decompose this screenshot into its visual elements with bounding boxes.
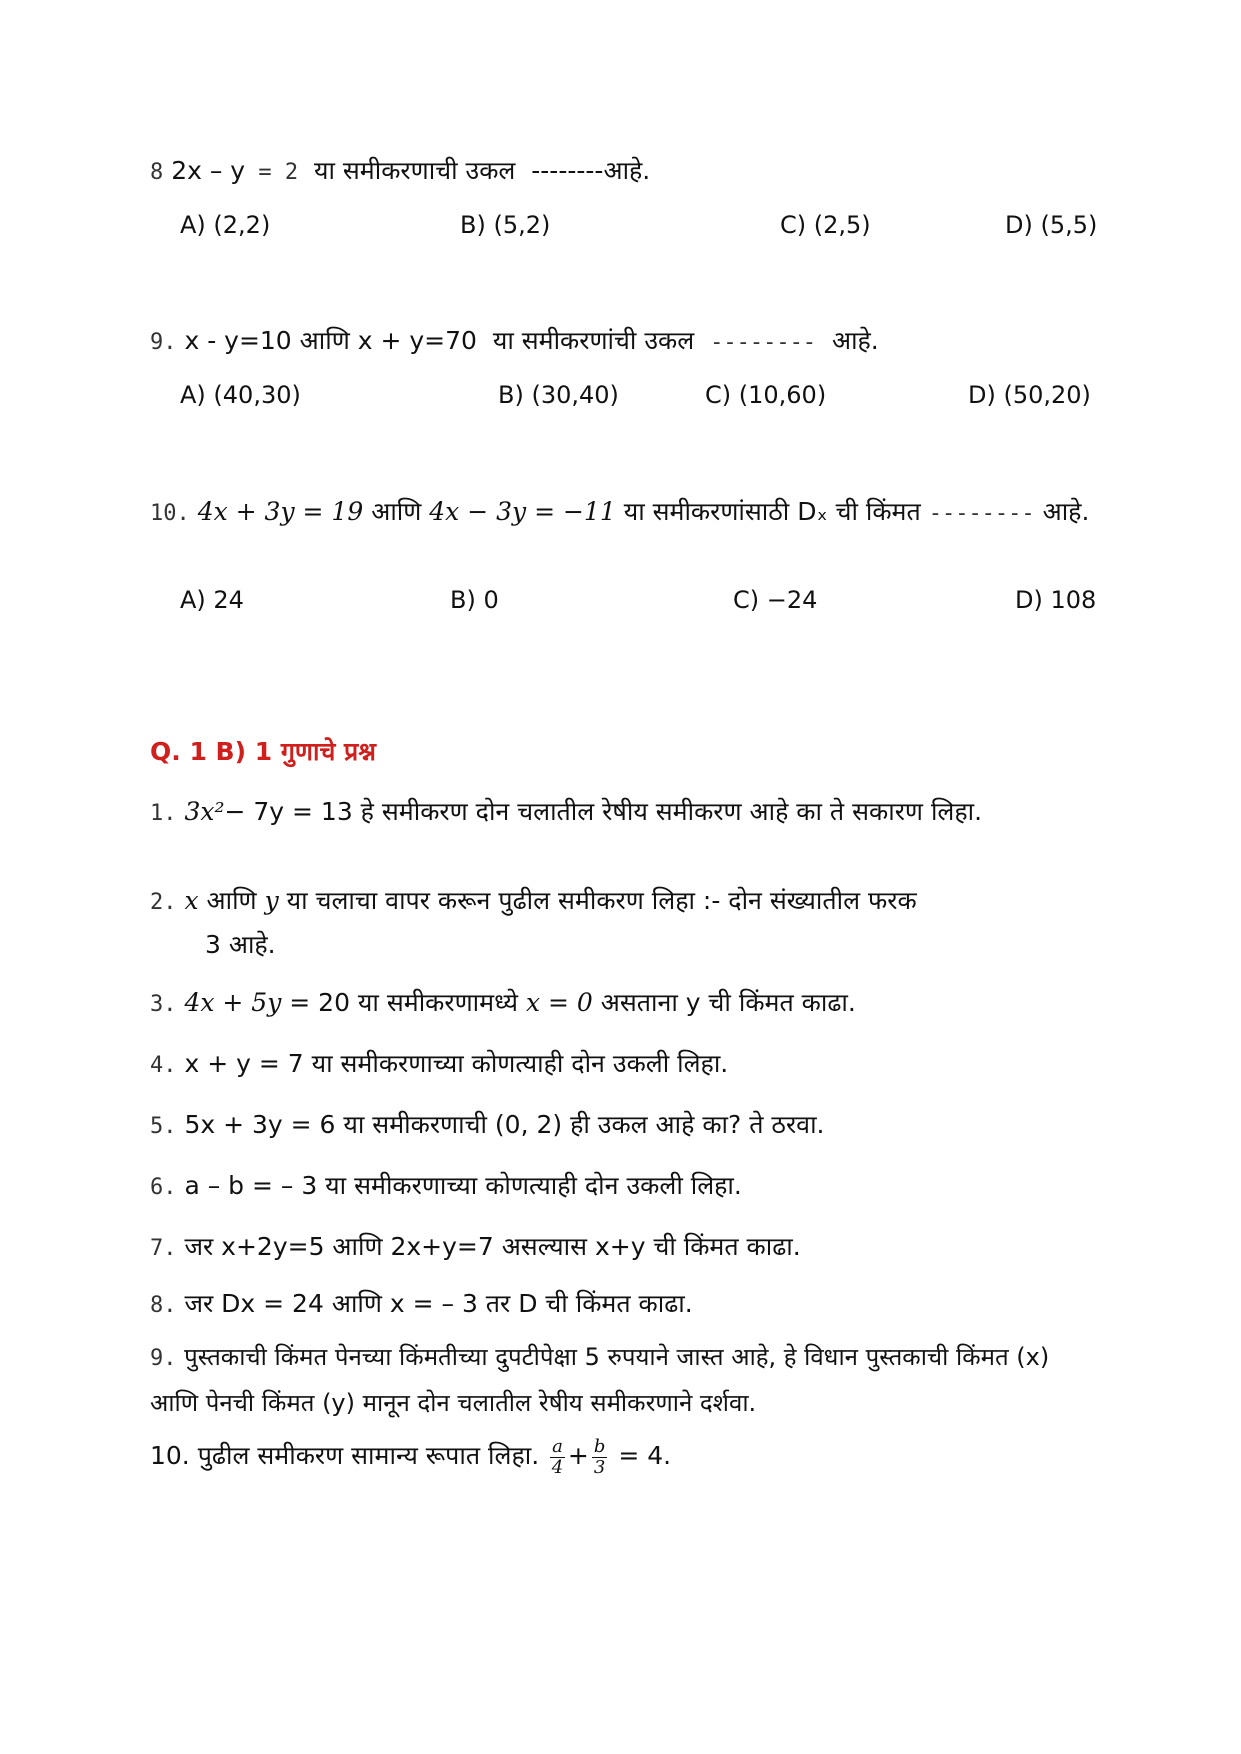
option-b: B) 0 (450, 586, 499, 614)
question-number: 2. (150, 890, 177, 915)
option-d: D) (50,20) (968, 381, 1091, 409)
question-number: 1. (150, 801, 177, 826)
variable-x: x (184, 886, 199, 915)
question-text: या चलाचा वापर करून पुढील समीकरण लिहा :- दोन संख्यातील फरक (286, 886, 917, 915)
and-word: आणि (206, 886, 257, 915)
fraction-numerator: a (552, 1435, 563, 1457)
question-text: पुस्तकाची किंमत पेनच्या किंमतीच्या दुपटीपेक्षा 5 रुपयाने जास्त आहे, हे विधान पुस्तकाची किंमत (x) आणि पेनची किंमत (y) मानून दोन चलातील रेषीय समीकरणाने दर्शवा. (150, 1343, 1050, 1417)
option-d: D) (5,5) (1005, 211, 1098, 239)
short-question-7 (150, 1226, 1090, 1270)
question-text-2: असताना y ची किंमत काढा. (600, 988, 856, 1017)
question-text-2: ची किंमत (835, 497, 921, 526)
question-text: जर Dx = 24 आणि x = – 3 तर D ची किंमत काढा. (184, 1289, 693, 1318)
question-text: = 20 या समीकरणामध्ये (289, 988, 519, 1017)
question-number: 4. (150, 1053, 177, 1078)
question-number: 3. (150, 992, 177, 1017)
question-text: जर x+2y=5 आणि 2x+y=7 असल्यास x+y ची किंमत काढा. (184, 1232, 801, 1261)
option-b: B) (5,2) (460, 211, 551, 239)
question-text: या समीकरणाची उकल (313, 156, 516, 185)
short-question-6 (150, 1165, 1090, 1209)
question-equation: x - y=10 आणि x + y=70 (184, 326, 477, 355)
question-number: 9. (150, 1346, 177, 1371)
math-term: 3x² (184, 797, 225, 826)
question-number: 8. (150, 1293, 177, 1318)
short-question-9 (150, 1335, 1090, 1425)
question-text: x + y = 7 या समीकरणाच्या कोणत्याही दोन उकली लिहा. (184, 1049, 729, 1078)
fraction-numerator: b (593, 1435, 606, 1457)
section-heading: Q. 1 B) 1 गुणाचे प्रश्न (150, 737, 376, 766)
mcq-options-9 (180, 381, 1100, 421)
question-text: पुढील समीकरण सामान्य रूपात लिहा. (197, 1441, 540, 1470)
equation-lhs: 2x – y (171, 156, 246, 185)
math-term: 4x + 5y (184, 988, 282, 1017)
option-c: C) (2,5) (780, 211, 871, 239)
equation-rhs: = 2 (245, 160, 299, 185)
answer-blank: -------- (531, 156, 604, 185)
question-tail: आहे. (831, 326, 879, 355)
option-b: B) (30,40) (498, 381, 619, 409)
mcq-question-10 (150, 490, 1090, 536)
question-tail: आहे. (1042, 497, 1090, 526)
short-question-1 (150, 790, 1090, 836)
question-text: a – b = – 3 या समीकरणाच्या कोणत्याही दोन उकली लिहा. (184, 1171, 742, 1200)
mcq-question-8 (150, 150, 1090, 194)
question-text: 5x + 3y = 6 या समीकरणाची (0, 2) ही उकल आहे का? ते ठरवा. (184, 1110, 825, 1139)
equation-tail: = 4. (618, 1441, 672, 1470)
mcq-options-10 (180, 586, 1100, 626)
fraction-a-over-4 (550, 1437, 565, 1478)
question-number: 6. (150, 1175, 177, 1200)
question-text: − 7y = 13 हे समीकरण दोन चलातील रेषीय समीकरण आहे का ते सकारण लिहा. (224, 797, 983, 826)
short-question-2 (150, 880, 1090, 924)
condition: x = 0 (525, 988, 593, 1017)
question-number: 5. (150, 1114, 177, 1139)
question-number: 7. (150, 1236, 177, 1261)
short-question-10 (150, 1428, 1090, 1484)
dx-symbol: Dₓ (797, 497, 828, 526)
option-a: A) 24 (180, 586, 244, 614)
answer-blank: -------- (928, 501, 1035, 526)
answer-blank: -------- (710, 330, 817, 355)
question-tail: आहे. (603, 156, 651, 185)
option-a: A) (2,2) (180, 211, 271, 239)
short-question-8 (150, 1283, 1090, 1327)
equation-1: 4x + 3y = 19 (197, 497, 364, 526)
question-number: 10. (150, 501, 190, 526)
option-a: A) (40,30) (180, 381, 301, 409)
short-question-3 (150, 982, 1090, 1026)
short-question-2-line2: 3 आहे. (205, 930, 276, 959)
fraction-b-over-3 (592, 1437, 608, 1478)
mcq-options-8 (180, 211, 1100, 251)
question-number: 10. (150, 1441, 190, 1470)
fraction-denominator: 4 (551, 1456, 564, 1478)
equation-2: 4x − 3y = −11 (429, 497, 616, 526)
question-text: या समीकरणांसाठी (623, 497, 790, 526)
question-number: 8 (150, 160, 164, 185)
variable-y: y (264, 886, 279, 915)
and-word: आणि (371, 497, 422, 526)
fraction-denominator: 3 (593, 1456, 606, 1478)
question-text: या समीकरणांची उकल (492, 326, 695, 355)
plus-sign: + (567, 1441, 589, 1470)
short-question-5 (150, 1104, 1090, 1148)
question-number: 9. (150, 330, 177, 355)
short-question-4 (150, 1043, 1090, 1087)
option-c: C) (10,60) (705, 381, 827, 409)
option-d: D) 108 (1015, 586, 1097, 614)
mcq-question-9 (150, 320, 1090, 364)
option-c: C) −24 (733, 586, 818, 614)
